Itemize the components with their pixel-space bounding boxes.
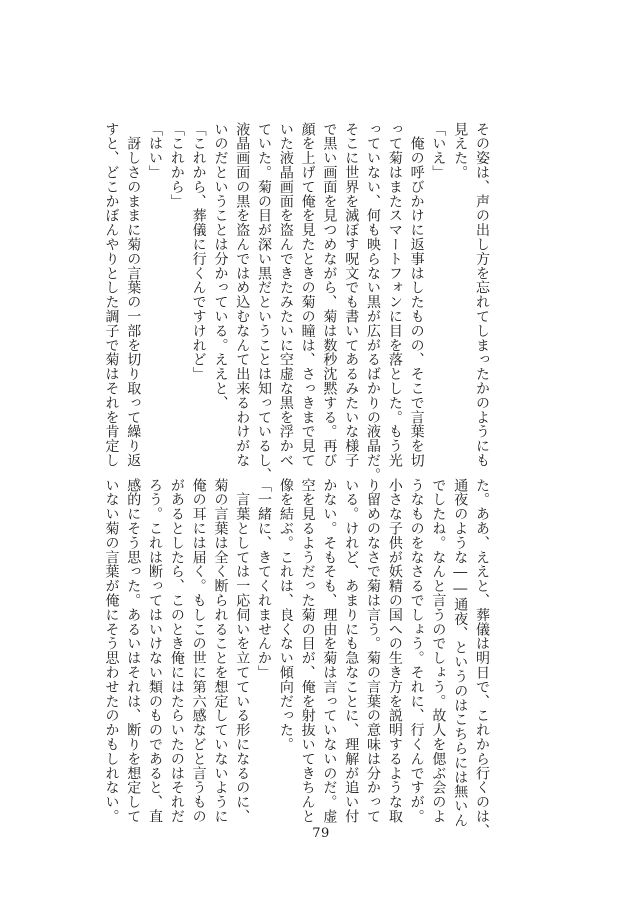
text-line: 「これから、葬儀に行くんですけれど」 — [190, 122, 207, 382]
text-line: 顔を上げて俺を見たときの菊の瞳は、さっきまで見て — [299, 122, 316, 468]
text-line: でしたね。なんと言うのでしょう。故人を偲ぶ会のよ — [430, 478, 447, 824]
text-line: 通夜のような――通夜、というのはこちらには無いん — [452, 478, 469, 828]
text-line: って菊はまたスマートフォンに目を落とした。もう光 — [386, 122, 403, 468]
text-line: 「一緒に、きてくれませんか」 — [256, 478, 273, 680]
text-line: すと、どこかぼんやりとした調子で菊はそれを肯定し — [103, 122, 120, 468]
text-line: そこに世界を滅ぼす呪文でも書いてあるみたいな様子 — [343, 122, 360, 468]
text-line: 「いえ」 — [430, 122, 447, 180]
page-number: 79 — [312, 826, 330, 841]
text-line: 見えた。 — [452, 122, 469, 180]
text-line: 「これから」 — [168, 122, 185, 209]
upper-text-block — [100, 122, 492, 482]
text-line: かない。そもそも、理由を菊は言っていないのだ。虚 — [321, 478, 338, 824]
text-line: り留めのなさで菊は言う。菊の言葉の意味は分かって — [365, 478, 382, 824]
text-line: 液晶画面の黒を盗んではめ込むなんて出来るわけがな — [234, 122, 251, 468]
text-line: ろう。これは断ってはいけない類のものであると、直 — [147, 478, 164, 824]
text-line: 訝しさのままに菊の言葉の一部を切り取って繰り返 — [125, 122, 142, 468]
text-line: 小さな子供が妖精の国への生き方を説明するような取 — [386, 478, 403, 824]
text-line: 像を結ぶ。これは、良くない傾向だった。 — [277, 478, 294, 752]
text-line: 感的にそう思った。あるいはそれは、断りを想定して — [125, 478, 142, 824]
text-line: 言葉としては一応伺いを立てている形になるのに、 — [234, 478, 251, 824]
text-line: 俺の呼びかけに返事はしたものの、そこで言葉を切 — [408, 122, 425, 468]
text-line: っていない、何も映らない黒が広がるばかりの液晶だ。 — [365, 122, 382, 482]
text-line: その姿は、声の出し方を忘れてしまったかのようにも — [474, 122, 490, 468]
text-line: 菊の言葉は全く断られることを想定していないように — [212, 478, 229, 824]
text-line: いた液晶画面を盗んできたみたいに空虚な黒を浮かべ — [277, 122, 294, 468]
text-line: た。ああ、ええと、葬儀は明日で、これから行くのは、 — [474, 478, 490, 838]
text-line: ていた。菊の目が深い黒だということは知っているし、 — [256, 122, 273, 482]
text-line: いない菊の言葉が俺にそう思わせたのかもしれない。 — [103, 478, 120, 824]
text-line: があるとしたら、このとき俺にはたらいたのはそれだ — [168, 478, 185, 824]
text-line: 空を見るようだった菊の目が、俺を射抜いてきちんと — [299, 478, 316, 824]
text-line: 俺の耳には届く。もしこの世に第六感などと言うもの — [190, 478, 207, 824]
text-line: で黒い画面を見つめながら、菊は数秒沈黙する。再び — [321, 122, 338, 468]
text-line: いる。けれど、あまりにも急なことに、理解が追い付 — [343, 478, 360, 824]
text-line: いのだということは分かっている。ええと、 — [212, 122, 229, 410]
text-line: うなものをなさるでしょう。それに、行くんですが。 — [408, 478, 425, 824]
text-line: 「はい」 — [147, 122, 164, 180]
